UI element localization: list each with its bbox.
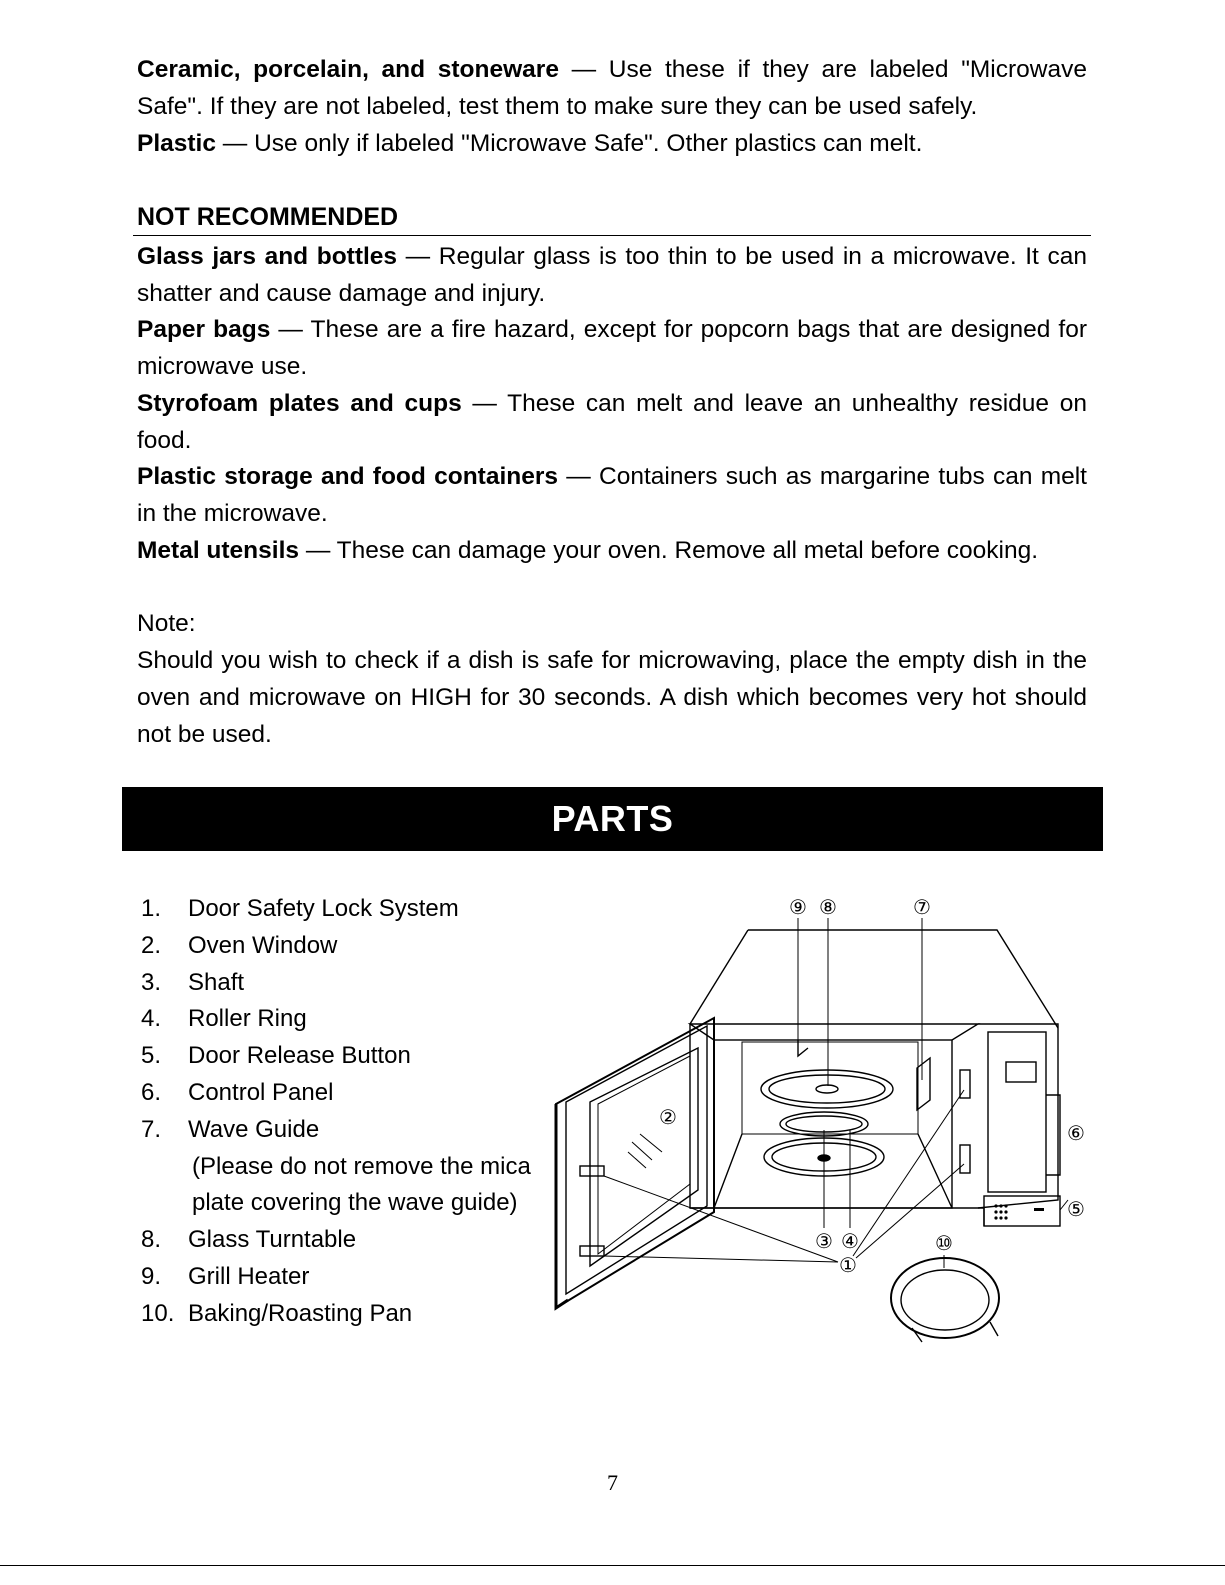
nr-paper-bags — [137, 311, 1087, 385]
cavity-left-frame — [690, 1024, 714, 1208]
term-ceramic: Ceramic, porcelain, and stoneware — [137, 56, 559, 83]
callout-7: ⑦ — [913, 895, 931, 919]
intro-ceramic — [137, 51, 1087, 125]
desc-plastic-containers: — Containers such as margarine tubs can melt in the microwave. — [137, 463, 1087, 527]
part-item — [141, 1222, 561, 1259]
callout-2: ② — [659, 1105, 677, 1129]
callout-4: ④ — [841, 1229, 859, 1253]
desc-paper-bags: — These are a fire hazard, except for popcorn bags that are designed for microwave use. — [137, 316, 1087, 380]
callout-5: ⑤ — [1067, 1197, 1085, 1221]
nr-plastic-containers — [137, 458, 1087, 532]
part-label: Baking/Roasting Pan — [188, 1299, 413, 1327]
wave-guide-note-line-2: plate covering the wave guide) — [192, 1189, 518, 1217]
part-label: Oven Window — [188, 931, 338, 959]
part-item — [141, 928, 561, 965]
part-item — [141, 1259, 561, 1296]
part-number: 9. — [141, 1262, 162, 1290]
door-hook-lower — [580, 1246, 604, 1256]
wave-guide — [917, 1058, 930, 1110]
part-number: 5. — [141, 1042, 162, 1070]
part-label: Control Panel — [188, 1078, 334, 1106]
part-label: Door Release Button — [188, 1042, 411, 1070]
parts-list — [141, 891, 561, 1333]
nr-glass-jars — [137, 238, 1087, 312]
cabinet-left-edge — [690, 930, 748, 1024]
part-label: Wave Guide — [188, 1115, 320, 1143]
part-number: 3. — [141, 968, 162, 996]
callout-10: ⑩ — [935, 1231, 953, 1255]
part-number: 7. — [141, 1115, 162, 1143]
desc-ceramic: — Use these if they are labeled "Microwave Safe". If they are not labeled, test them to make sure they can be used safely. — [137, 56, 1087, 120]
term-plastic-containers: Plastic storage and food containers — [137, 463, 558, 490]
part-item — [141, 1112, 561, 1149]
note-text: Should you wish to check if a dish is safe for microwaving, place the empty dish in the oven and microwave on HIGH for 30 seconds. A dish which becomes very hot should not be used. — [137, 647, 1087, 748]
page-number: 7 — [607, 1470, 618, 1495]
cavity-front-frame — [690, 1024, 978, 1040]
callout-1: ① — [839, 1253, 857, 1277]
part-item — [141, 1001, 561, 1038]
cavity-back-wall — [742, 1042, 918, 1134]
keypad-icon — [994, 1204, 1007, 1219]
term-plastic: Plastic — [137, 130, 216, 157]
control-panel — [988, 1032, 1046, 1192]
callout-9: ⑨ — [789, 895, 807, 919]
term-metal-utensils: Metal utensils — [137, 537, 300, 564]
part-number: 1. — [141, 895, 162, 922]
control-display — [1006, 1062, 1036, 1082]
part-label: Door Safety Lock System — [188, 895, 459, 922]
door-release-button — [1034, 1208, 1044, 1211]
part-item — [141, 1038, 561, 1075]
cabinet-top-outline — [748, 930, 1058, 1028]
part-label: Glass Turntable — [188, 1226, 357, 1254]
parts-banner: PARTS — [122, 787, 1103, 851]
part-item — [141, 1075, 561, 1112]
term-styrofoam: Styrofoam plates and cups — [137, 390, 462, 417]
desc-glass-jars: — Regular glass is too thin to be used in a microwave. It can shatter and cause damage and injury. — [137, 243, 1087, 307]
bottom-rule — [0, 1565, 1225, 1566]
part-label: Shaft — [188, 968, 245, 996]
callout-6: ⑥ — [1067, 1121, 1085, 1145]
desc-plastic: — Use only if labeled "Microwave Safe". Other plastics can melt. — [216, 130, 923, 157]
term-glass-jars: Glass jars and bottles — [137, 243, 398, 270]
heading-rule — [133, 235, 1091, 236]
callout-leaders — [604, 918, 1068, 1268]
part-item — [141, 891, 561, 928]
part-number: 10. — [141, 1299, 175, 1327]
part-item — [141, 965, 561, 1002]
callout-8: ⑧ — [819, 895, 837, 919]
microwave-diagram — [550, 890, 1095, 1350]
part-number: 4. — [141, 1005, 162, 1033]
term-paper-bags: Paper bags — [137, 316, 271, 343]
not-recommended-heading: NOT RECOMMENDED — [137, 203, 399, 231]
part-label: Roller Ring — [188, 1005, 307, 1033]
callout-3: ③ — [815, 1229, 833, 1253]
window-glare — [628, 1134, 662, 1168]
note-label: Note: — [137, 610, 196, 637]
part-number: 2. — [141, 931, 162, 959]
part-number: 6. — [141, 1078, 162, 1106]
door-hook-upper — [580, 1166, 604, 1176]
desc-styrofoam: — These can melt and leave an unhealthy residue on food. — [137, 390, 1087, 454]
desc-metal-utensils: — These can damage your oven. Remove all metal before cooking. — [299, 537, 1039, 564]
part-item — [141, 1296, 561, 1333]
intro-plastic — [137, 125, 1087, 162]
lock-slot-lower — [960, 1145, 970, 1173]
nr-styrofoam — [137, 385, 1087, 459]
wave-guide-note-line-1: (Please do not remove the mica — [192, 1152, 531, 1180]
part-number: 8. — [141, 1226, 162, 1254]
part-label: Grill Heater — [188, 1262, 310, 1290]
oven-cavity — [714, 1040, 952, 1208]
nr-metal-utensils — [137, 532, 1087, 569]
